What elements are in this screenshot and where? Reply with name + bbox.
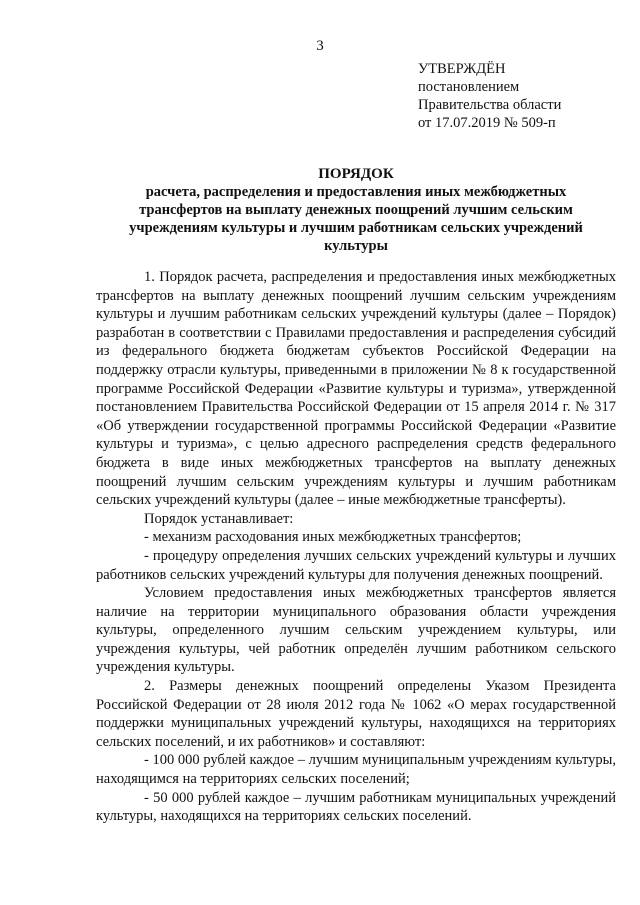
page-number: 3 [316, 38, 324, 54]
paragraph-1: 1. Порядок расчета, распределения и предоставления иных межбюджетных трансфертов на выплату денежных поощрений лучшим сельским учреждениям культуры и лучшим работникам сельских учреждений культуры (далее – Порядок) разработан в соответствии с Правилами предоставления и распределения субсидий из федерального бюджета бюджетам субъектов Российской Федерации на поддержку отрасли культуры, приведенными в приложении № 8 к государственной программе Российской Федерации «Развитие культуры и туризма», утвержденной постановлением Правительства Российской Федерации от 15 апреля 2014 г. № 317 «Об утверждении государственной программы Российской Федерации «Развитие культуры и туризма», с целью адресного распределения средств федерального бюджета в виде иных межбюджетных трансфертов на выплату денежных поощрений лучшим сельским учреждениям культуры и лучшим работникам сельских учреждений культуры (далее – иные межбюджетные трансферты). [96, 269, 616, 509]
document-title: ПОРЯДОК [318, 166, 394, 182]
approval-stamp [418, 60, 561, 132]
document-subtitle-line-4: культуры [324, 238, 388, 254]
paragraph-establishes: Порядок устанавливает: [144, 510, 294, 527]
list-item-mechanism: - механизм расходования иных межбюджетных трансфертов; [144, 529, 522, 546]
document-subtitle-line-2: трансфертов на выплату денежных поощрений лучшим сельским [139, 202, 573, 218]
paragraph-2: 2. Размеры денежных поощрений определены Указом Президента Российской Федерации от 28 июля 2012 года № 1062 «О мерах государственной поддержки муниципальных учреждений культуры, находящихся на территориях сельских поселений, и их работников» и составляют: [96, 678, 616, 750]
document-body [96, 268, 616, 826]
document-subtitle-line-1: расчета, распределения и предоставления иных межбюджетных [145, 184, 567, 200]
list-item-100000: - 100 000 рублей каждое – лучшим муниципальным учреждениям культуры, находящимся на территориях сельских поселений; [96, 752, 616, 788]
list-item-procedure: - процедуру определения лучших сельских учреждений культуры и лучших работников сельских учреждений культуры для получения денежных поощрений. [96, 547, 616, 583]
document-title-block [96, 165, 616, 255]
list-item-50000: - 50 000 рублей каждое – лучшим работникам муниципальных учреждений культуры, находящихся на территориях сельских поселений. [96, 789, 616, 825]
approval-line-date-number: от 17.07.2019 № 509-п [418, 115, 556, 131]
approval-line-approved: УТВЕРЖДЁН [418, 61, 506, 77]
paragraph-condition: Условием предоставления иных межбюджетных трансфертов является наличие на территории муниципального образования области учреждения культуры, определенного лучшим сельским учреждением культуры, или учреждения культуры, чей работник определён лучшим работником сельского учреждения культуры. [96, 585, 616, 676]
document-subtitle-line-3: учреждениям культуры и лучшим работникам сельских учреждений [129, 220, 583, 236]
approval-line-resolution: постановлением [418, 79, 520, 95]
approval-line-government: Правительства области [418, 97, 562, 113]
